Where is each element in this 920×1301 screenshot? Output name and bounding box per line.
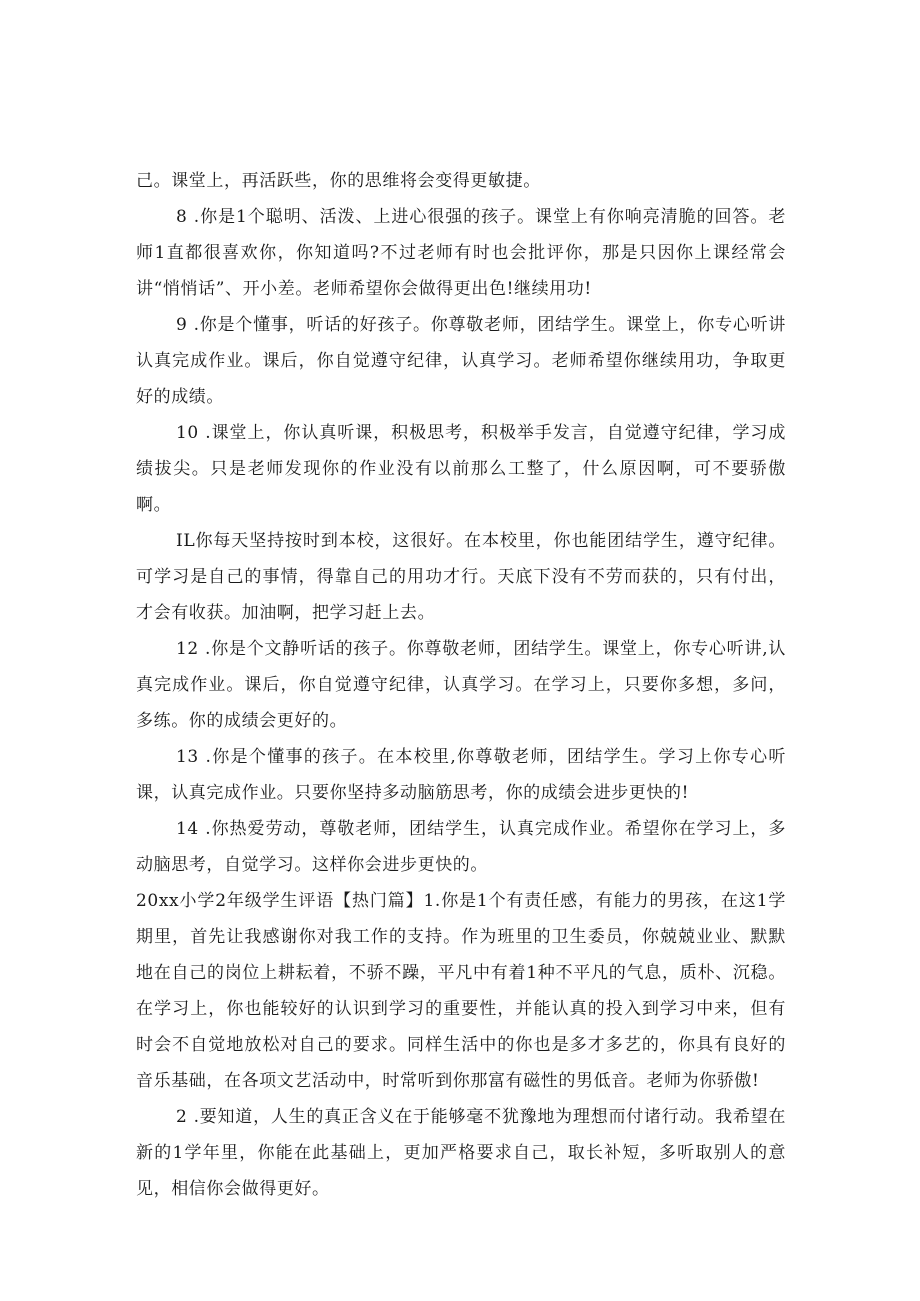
paragraph-comment-10: 10 .课堂上，你认真听课，积极思考，积极举手发言，自觉遵守纪律，学习成绩拔尖。只是老师发现你的作业没有以前那么工整了，什么原因啊，可不要骄傲啊。 <box>136 423 786 515</box>
paragraph-comment-12: 12 .你是个文静听话的孩子。你尊敬老师，团结学生。课堂上，你专心听讲,认真完成作业。课后，你自觉遵守纪律，认真学习。在学习上，只要你多想，多问，多练。你的成绩会更好的。 <box>136 639 786 731</box>
paragraph-comment-8: 8 .你是1个聪明、活泼、上进心很强的孩子。课堂上有你响亮清脆的回答。老师1直都很喜欢你，你知道吗?不过老师有时也会批评你，那是只因你上课经常会讲“悄悄话”、开小差。老师希望你会做得更出色!继续用功! <box>136 207 786 299</box>
paragraph-section-heading: 20xx小学2年级学生评语【热门篇】1.你是1个有责任感，有能力的男孩，在这1学期里，首先让我感谢你对我工作的支持。作为班里的卫生委员，你兢兢业业、默默地在自己的岗位上耕耘着，不骄不躁，平凡中有着1种不平凡的气息，质朴、沉稳。在学习上，你也能较好的认识到学习的重要性，并能认真的投入到学习中来，但有时会不自觉地放松对自己的要求。同样生活中的你也是多才多艺的，你具有良好的音乐基础，在各项文艺活动中，时常听到你那富有磁性的男低音。老师为你骄傲! <box>136 891 786 1091</box>
paragraph-comment-2: 2 .要知道，人生的真正含义在于能够毫不犹豫地为理想而付诸行动。我希望在新的1学年里，你能在此基础上，更加严格要求自己，取长补短，多听取别人的意见，相信你会做得更好。 <box>136 1107 786 1199</box>
paragraph-comment-9: 9 .你是个懂事，听话的好孩子。你尊敬老师，团结学生。课堂上，你专心听讲认真完成作业。课后，你自觉遵守纪律，认真学习。老师希望你继续用功，争取更好的成绩。 <box>136 315 786 407</box>
document-page <box>136 163 786 1207</box>
paragraph-comment-11: IL你每天坚持按时到本校，这很好。在本校里，你也能团结学生，遵守纪律。可学习是自己的事情，得靠自己的用功才行。天底下没有不劳而获的，只有付出，才会有收获。加油啊，把学习赶上去。 <box>136 531 786 623</box>
paragraph-comment-13: 13 .你是个懂事的孩子。在本校里,你尊敬老师，团结学生。学习上你专心听课，认真完成作业。只要你坚持多动脑筋思考，你的成绩会进步更快的! <box>136 747 786 803</box>
paragraph-continuation: 己。课堂上，再活跃些，你的思维将会变得更敏捷。 <box>136 171 541 191</box>
paragraph-comment-14: 14 .你热爱劳动，尊敬老师，团结学生，认真完成作业。希望你在学习上，多动脑思考，自觉学习。这样你会进步更快的。 <box>136 819 786 875</box>
